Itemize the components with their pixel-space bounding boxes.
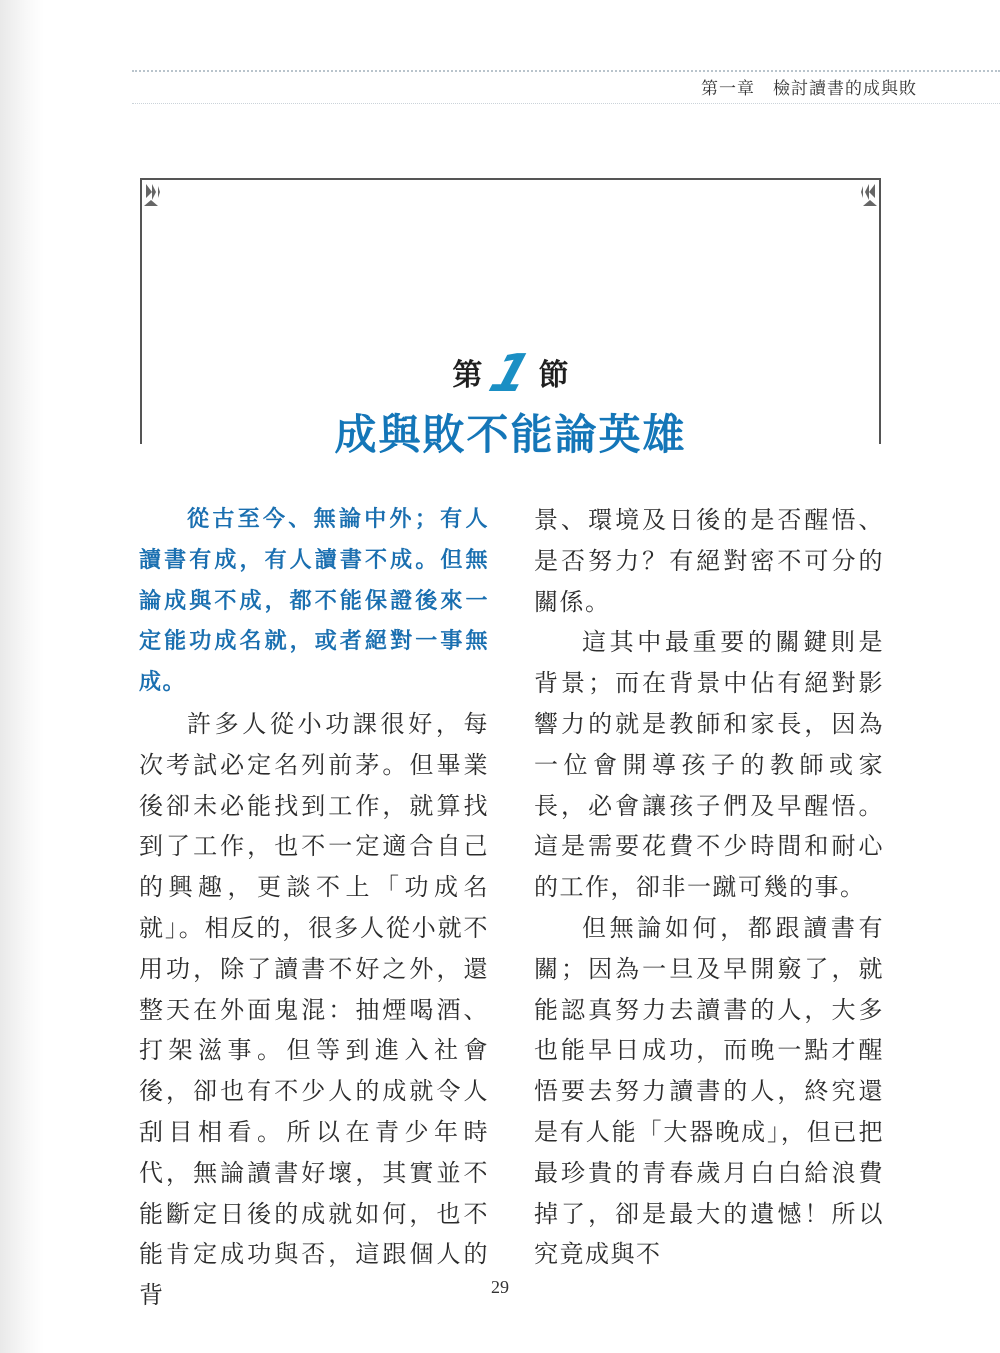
corner-ornament-left-icon: [142, 180, 172, 210]
running-header-title: 檢討讀書的成與敗: [773, 79, 917, 99]
body-paragraph: 但無論如何，都跟讀書有關；因為一旦及早開竅了，就能認真努力去讀書的人，大多也能早日成功，而晚一點才醒悟要去努力讀書的人，終究還是有人能「大器晚成」，但已把最珍貴的青春歲月白白給浪費掉了，卻是最大的遺憾！所以究竟成與不: [534, 913, 884, 1269]
body-paragraph: 這其中最重要的關鍵則是背景；而在背景中佔有絕對影響力的就是教師和家長，因為一位會開導孩子的教師或家長，必會讓孩子們及早醒悟。這是需要花費不少時間和耐心的工作，卻非一蹴可幾的事。: [534, 628, 884, 902]
text-column-left: [139, 500, 489, 1316]
section-title: 成與敗不能論英雄: [334, 410, 687, 459]
running-header: [701, 74, 917, 99]
corner-ornament-right-icon: [849, 180, 879, 210]
section-number-label: [142, 344, 879, 404]
page-number: 29: [491, 1277, 509, 1297]
section-prefix: 第: [452, 358, 483, 393]
body-paragraph: 許多人從小功課很好，每次考試必定名列前茅。但畢業後卻未必能找到工作，就算找到了工作，也不一定適合自己的興趣，更談不上「功成名就」。相反的，很多人從小就不用功，除了讀書不好之外，還整天在外面鬼混：抽煙喝酒、打架滋事。但等到進入社會後，卻也有不少人的成就令人刮目相看。所以在青少年時代，無論讀書好壞，其實並不能斷定日後的成就如何，也不能肯定成功與否，這跟個人的背: [139, 709, 489, 1310]
body-paragraph-continued: 景、環境及日後的是否醒悟、是否努力？有絕對密不可分的關係。: [534, 506, 884, 616]
header-rule-top: [132, 70, 1000, 72]
page-gutter-shadow: [0, 0, 44, 1353]
section-suffix: 節: [538, 358, 569, 393]
section-title-frame: [140, 178, 881, 459]
section-number: 1: [482, 344, 539, 404]
running-header-chapter: 第一章: [701, 79, 755, 99]
text-column-right: [534, 500, 884, 1275]
header-rule-bottom: [132, 103, 1000, 104]
lead-paragraph: 從古至今、無論中外；有人讀書有成，有人讀書不成。但無論成與不成，都不能保證後來一定能功成名就，或者絕對一事無成。: [139, 507, 489, 696]
